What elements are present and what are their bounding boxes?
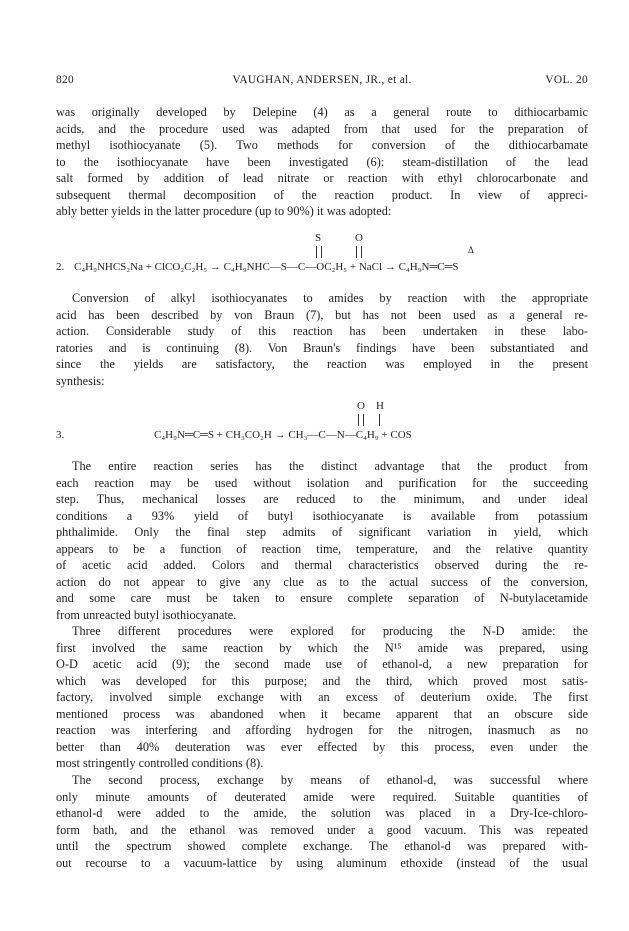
eq3-oxygen-label: O <box>357 400 365 412</box>
text-line: The entire reaction series has the distinct advantage that the product from <box>72 459 588 473</box>
text-line: ratories and is continuing (8). Von Braun's findings have been substantiated and <box>56 340 588 355</box>
text-line: until the spectrum showed complete exchange. The ethanol-d was prepared with- <box>56 839 588 853</box>
volume-label: VOL. 20 <box>545 74 588 86</box>
text-line: mentioned process was abandoned when it became apparent that an obscure side <box>56 706 588 721</box>
eq2-double-bond <box>316 246 322 258</box>
text-line: O-D acetic acid (9); the second made use of ethanol-d, a new preparation for <box>56 657 588 671</box>
eq2-oxygen-label: O <box>355 232 363 244</box>
paragraph-1 <box>56 104 588 220</box>
text-line: acids, and the procedure used was adapted from that used for the preparation of <box>56 121 588 136</box>
text-line: salt formed by addition of lead nitrate or reaction with ethyl chlorocarbonate and <box>56 171 588 185</box>
paragraph-4 <box>56 623 588 772</box>
text-line: methyl isothiocyanate (5). Two methods for conversion of the dithiocarbamate <box>56 138 588 152</box>
text-line: appears to be a function of reaction time, temperature, and the relative quantity <box>56 541 588 556</box>
text-line: Three different procedures were explored for producing the N-D amide: the <box>72 624 588 638</box>
text-line: phthalimide. Only the final step admits of significant variation in yield, which <box>56 525 588 539</box>
equation-3 <box>56 400 588 440</box>
text-line: action do not appear to give any clue as to the actual success of the conversion, <box>56 574 588 589</box>
text-line: to the isothiocyanate have been investigated (6): steam-distillation of the lead <box>56 154 588 169</box>
eq3-hydrogen-label: H <box>376 400 384 412</box>
text-line: acid has been described by von Braun (7), but has not been used as a general re- <box>56 307 588 322</box>
paragraph-2 <box>56 290 588 389</box>
text-line: was originally developed by Delepine (4) as a general route to dithiocarbamic <box>56 105 588 119</box>
text-line: ethanol-d were added to the amide, the solution was placed in a Dry-Ice-chloro- <box>56 806 588 820</box>
text-line: subsequent thermal decomposition of the reaction product. In view of appreci- <box>56 187 588 202</box>
text-line: step. Thus, mechanical losses are reduced to the minimum, and under ideal <box>56 492 588 506</box>
eq3-single-bond <box>379 414 380 426</box>
running-header <box>56 74 588 90</box>
text-line: ably better yields in the latter procedure (up to 90%) it was adopted: <box>56 204 392 218</box>
eq3-number: 3. <box>56 429 65 441</box>
text-line: most stringently controlled conditions (8). <box>56 756 264 770</box>
text-line: Conversion of alkyl isothiocyanates to amides by reaction with the appropriate <box>72 291 588 305</box>
page-number: 820 <box>56 74 74 86</box>
text-line: which was developed for this purpose; and the third, which proved most satis- <box>56 673 588 688</box>
text-line: synthesis: <box>56 373 105 388</box>
text-line: each reaction may be used without isolation and purification for the succeeding <box>56 475 588 490</box>
text-line: factory, involved simple exchange with an excess of deuterium oxide. The first <box>56 690 588 704</box>
eq2-double-bond <box>356 246 362 258</box>
paragraph-3 <box>56 458 588 623</box>
eq3-double-bond <box>358 414 364 426</box>
eq3-body: C₄H₉N═C═S + CH₃CO₂H → CH₃—C—N—C₄H₉ + COS <box>154 429 412 441</box>
text-line: since the yields are satisfactory, the reaction was employed in the present <box>56 357 588 371</box>
text-line: only minute amounts of deuterated amide were required. Suitable quantities of <box>56 789 588 804</box>
equation-2 <box>56 232 588 272</box>
paragraph-5 <box>56 772 588 871</box>
text-line: action. Considerable study of this reaction has been undertaken in these labo- <box>56 324 588 338</box>
eq2-body: C₄H₉NHCS₂Na + ClCO₂C₂H₅ → C₄H₉NHC—S—C—OC₂H₅ + NaCl → C₄H₉N═C═S <box>74 261 459 273</box>
text-line: reaction was interfering and affording hydrogen for the nitrogen, inasmuch as no <box>56 723 588 737</box>
text-line: of acetic acid added. Colors and thermal characteristics observed during the re- <box>56 558 588 572</box>
text-line: conditions a 93% yield of butyl isothiocyanate is available from potassium <box>56 508 588 523</box>
running-title: VAUGHAN, ANDERSEN, JR., et al. <box>232 74 412 86</box>
text-line: first involved the same reaction by which the N¹⁵ amide was prepared, using <box>56 640 588 655</box>
text-line: out recourse to a vacuum-lattice by using aluminum ethoxide (instead of the usual <box>56 855 588 870</box>
eq2-heat-symbol: Δ <box>468 245 474 255</box>
text-line: better than 40% deuteration was ever effected by this process, even under the <box>56 739 588 754</box>
text-line: form bath, and the ethanol was removed under a good vacuum. This was repeated <box>56 822 588 837</box>
eq2-number: 2. <box>56 261 65 273</box>
eq2-sulfur-label: S <box>315 232 322 244</box>
text-line: and some care must be taken to ensure complete separation of N-butylacetamide <box>56 591 588 605</box>
text-line: from unreacted butyl isothiocyanate. <box>56 607 237 622</box>
text-line: The second process, exchange by means of ethanol-d, was successful where <box>72 773 588 787</box>
